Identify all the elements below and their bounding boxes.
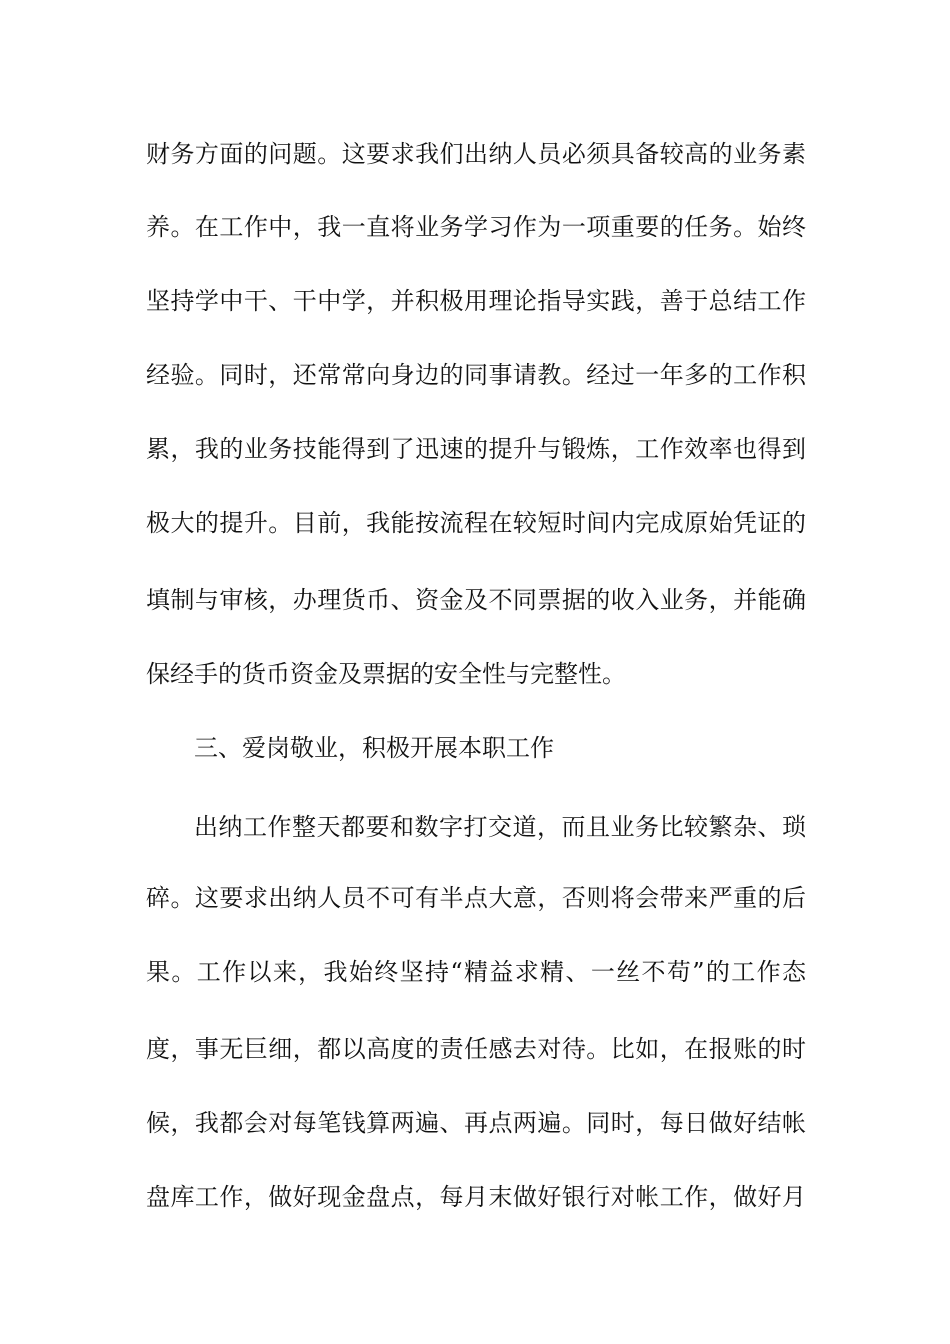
paragraph-line: 果。工作以来，我始终坚持“精益求精、一丝不苟”的工作态 — [146, 958, 806, 986]
paragraph-line: 出纳工作整天都要和数字打交道，而且业务比较繁杂、琐 — [194, 813, 806, 841]
paragraph-line: 填制与审核，办理货币、资金及不同票据的收入业务，并能确 — [146, 586, 806, 614]
paragraph-line: 极大的提升。目前，我能按流程在较短时间内完成原始凭证的 — [146, 509, 806, 537]
paragraph-line: 候，我都会对每笔钱算两遍、再点两遍。同时，每日做好结帐 — [146, 1109, 806, 1137]
section-heading: 三、爱岗敬业，积极开展本职工作 — [194, 734, 554, 762]
paragraph-line: 碎。这要求出纳人员不可有半点大意，否则将会带来严重的后 — [146, 884, 806, 912]
paragraph-line: 财务方面的问题。这要求我们出纳人员必须具备较高的业务素 — [146, 140, 806, 168]
paragraph-line: 坚持学中干、干中学，并积极用理论指导实践，善于总结工作 — [146, 287, 806, 315]
paragraph-line: 保经手的货币资金及票据的安全性与完整性。 — [146, 660, 626, 688]
paragraph-line: 盘库工作，做好现金盘点，每月末做好银行对帐工作，做好月 — [146, 1183, 806, 1211]
paragraph-line: 度，事无巨细，都以高度的责任感去对待。比如，在报账的时 — [146, 1035, 806, 1063]
paragraph-line: 经验。同时，还常常向身边的同事请教。经过一年多的工作积 — [146, 361, 806, 389]
paragraph-line: 累，我的业务技能得到了迅速的提升与锻炼，工作效率也得到 — [146, 435, 806, 463]
paragraph-line: 养。在工作中，我一直将业务学习作为一项重要的任务。始终 — [146, 213, 806, 241]
